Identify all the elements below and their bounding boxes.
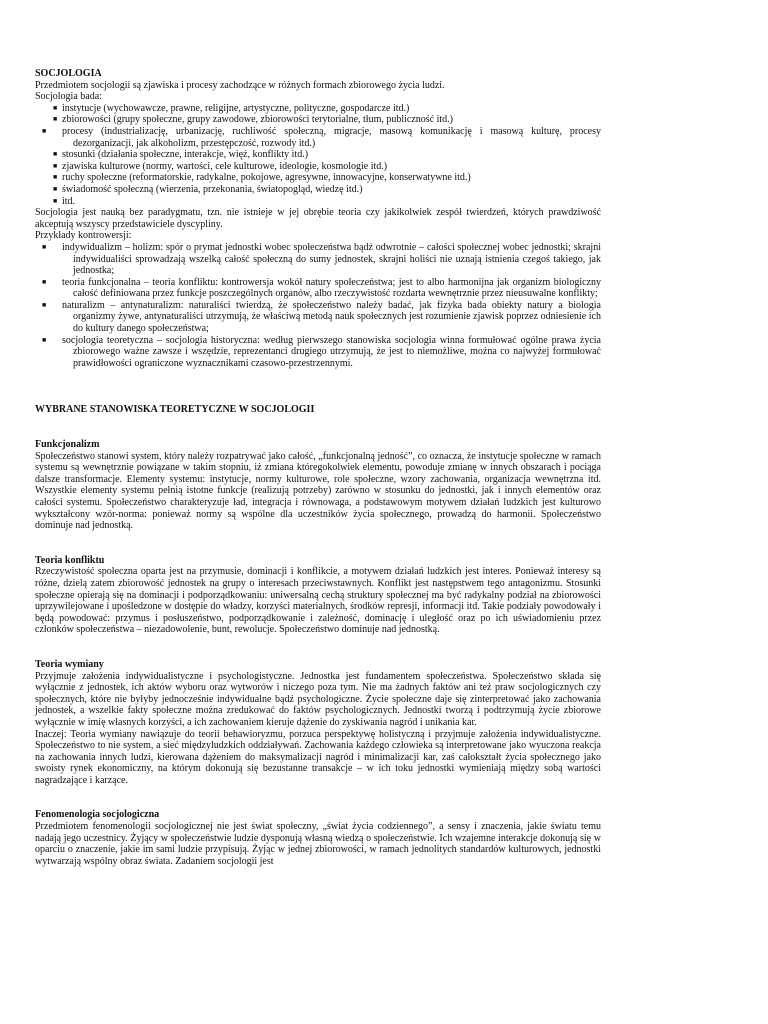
- section-heading-fenomenologia: Fenomenologia socjologiczna: [35, 809, 160, 821]
- bullet-icon: ■: [53, 161, 58, 170]
- section-paragraph: Przyjmuje założenia indywidualistyczne i psychologistyczne. Jednostka jest fundamentem społeczeństwa. Społeczeństwo składa się wyłącznie z jednostek, ich aktów wyboru oraz wytworów i niczego poza tym. Nie ma żadnych faktów ani też praw socjologicznych czy społecznych, które nie byłyby jednocześnie indywidualne bądź psychologiczne. Życie społeczne daje się zinterpretować jako zachowania jednostek, a wszelkie fakty społeczne można zredukować do faktów psychologicznych. Jednostki tworzą i podtrzymują życie zbiorowe wyłącznie w imię własnych korzyści, a ich zachowaniem kieruje dążenie do zyskiwania nagród i unikania kar.: [35, 670, 601, 728]
- list-item: ■ socjologia teoretyczna – socjologia historyczna: według pierwszego stanowiska socjologia winna formułować ogólne prawa życia zbiorowego ważne zawsze i wszędzie, reprezentanci drugiego utrzymują, że jest to niemożliwe, można co najwyżej formułować prawidłowości ograniczone wyznacznikami czasowo-przestrzennymi.: [42, 334, 601, 369]
- research-areas-list: [35, 103, 601, 207]
- section-paragraph: Inaczej: Teoria wymiany nawiązuje do teorii behawioryzmu, porzuca perspektywę holistyczną i przyjmuje założenia indywidualistyczne. Społeczeństwo to nie system, a sieć międzyludzkich oddziaływań. Zachowania każdego człowieka są interpretowane jako wyuczona reakcja na zachowania innych ludzi, kierowana dążeniem do maksymalizacji nagród i minimalizacji kar, zaś całokształt życia społecznego jako swoisty rynek ekonomiczny, na którym dokonują się bezustanne transakcje – w ich toku jednostki wymieniają między sobą wartości nagradzające i karzące.: [35, 728, 601, 786]
- list-item: ■ naturalizm – antynaturalizm: naturaliści twierdzą, że społeczeństwo należy badać, jak fizyka bada obiekty natury a biologia organizmy żywe, antynaturaliści utrzymują, że właściwą metodą nauk społecznych jest rozumienie zjawisk poprzez odniesienie ich do kultury danego społeczeństwa;: [42, 299, 601, 335]
- section-heading-teoria-wymiany: Teoria wymiany: [35, 658, 104, 670]
- bullet-icon: ■: [53, 103, 58, 112]
- bullet-icon: ■: [53, 173, 58, 182]
- section-heading-teoria-konfliktu: Teoria konfliktu: [35, 554, 105, 566]
- paradigm-paragraph: Socjologia jest nauką bez paradygmatu, tzn. nie istnieje w jej obrębie teoria czy jakikolwiek zespół twierdzeń, których prawdziwość akceptują wszyscy przedstawiciele dyscypliny.: [35, 207, 601, 230]
- examples-label: Przykłady kontrowersji:: [35, 230, 132, 242]
- list-item: ■ ruchy społeczne (reformatorskie, radykalne, pokojowe, agresywne, innowacyjne, konserwatywne itd.): [53, 172, 471, 184]
- list-item: ■ instytucje (wychowawcze, prawne, religijne, artystyczne, polityczne, gospodarcze itd.): [53, 102, 410, 114]
- list-item: ■ indywidualizm – holizm: spór o prymat jednostki wobec społeczeństwa bądź odwrotnie – całości społecznej wobec jednostki; skrajni indywidualiści sprowadzają wszelką całość społeczną do sumy jednostek, skrajni holiści nie uznają istnienia czegoś takiego, jak jednostka;: [42, 241, 601, 277]
- document-page: [35, 68, 601, 867]
- list-item: ■ teoria funkcjonalna – teoria konfliktu: kontrowersja wokół natury społeczeństwa; jest to albo harmonijna jak organizm biologiczny całość definiowana przez funkcje poszczególnych organów, albo rzeczywistość rozdarta wewnętrznie przez nieusuwalne konflikty;: [42, 276, 601, 300]
- list-item: ■ zjawiska kulturowe (normy, wartości, cele kulturowe, ideologie, kosmologie itd.): [53, 160, 388, 172]
- list-item: ■ stosunki (działania społeczne, interakcje, więź, konflikty itd.): [53, 149, 309, 161]
- section-paragraph: Rzeczywistość społeczna oparta jest na przymusie, dominacji i konflikcie, a motywem działań ludzkich jest interes. Ponieważ interesy są różne, dzielą zatem zbiorowość jednostek na grupy o interesach przeciwstawnych. Konflikt jest następstwem tego antagonizmu. Stosunki społeczne opierają się na dominacji i podporządkowaniu: uniwersalną cechą struktury społecznej ma być radykalny podział na zbiorowości uprzywilejowane i upośledzone w dostępie do władzy, korzyści materialnych, środków represji, informacji itd. Takie podziały powodowały i będą powodować: przymus i posłuszeństwo, podporządkowanie i zależność, dominację i uległość oraz po ich uświadomieniu przez członków społeczeństwa – niezadowolenie, bunt, rewolucje. Społeczeństwo dominuje nad jednostką.: [35, 566, 601, 636]
- intro-line: Socjologia bada:: [35, 91, 102, 103]
- section-paragraph: Przedmiotem fenomenologii socjologicznej nie jest świat społeczny, „świat życia codziennego”, a sensy i znaczenia, jakie światu temu nadają jego uczestnicy. Żyjący w społeczeństwie ludzie dysponują własną wiedzą o społeczeństwie. Ich wzajemne interakcje dokonują się w oparciu o znaczenie, jakie im sami ludzie przypisują. Żyjąc w jednej zbiorowości, w ramach jednolitych standardów kulturowych, jednostki wytwarzają wspólny obraz świata. Zadaniem socjologii jest: [35, 821, 601, 867]
- bullet-icon: ■: [53, 150, 58, 159]
- bullet-icon: ■: [53, 115, 58, 124]
- list-item: ■ procesy (industrializację, urbanizację, ruchliwość społeczną, migracje, masową komunikację i masową kulturę, procesy dezorganizacji, jak alkoholizm, przestępczość, rozwody itd.): [42, 125, 601, 149]
- list-item: ■ świadomość społeczną (wierzenia, przekonania, światopogląd, wiedzę itd.): [53, 183, 363, 195]
- bullet-icon: ■: [53, 196, 58, 205]
- section-heading-funkcjonalizm: Funkcjonalizm: [35, 439, 100, 451]
- list-item: ■ itd.: [53, 195, 76, 207]
- document-title: SOCJOLOGIA: [35, 68, 102, 79]
- list-item: ■ zbiorowości (grupy społeczne, grupy zawodowe, zbiorowości terytorialne, tłum, publiczność itd.): [53, 114, 454, 126]
- controversies-list: [35, 242, 601, 370]
- intro-line: Przedmiotem socjologii są zjawiska i procesy zachodzące w różnych formach zbiorowego życia ludzi.: [35, 79, 445, 91]
- section-paragraph: Społeczeństwo stanowi system, który należy rozpatrywać jako całość, „funkcjonalną jedność”, co oznacza, że instytucje społeczne w ramach systemu są wewnętrznie powiązane w takim stopniu, iż zmiana któregokolwiek elementu, powoduje zmianę w innych obszarach i pociąga dalsze transformacje. Elementy systemu: instytucje, normy kulturowe, role społeczne, wzory zachowania, organizacja wewnętrzna itd. Wszystkie elementy systemu pełnią istotne funkcje (realizują potrzeby) zarówno w stosunku do jednostki, jak i innych elementów oraz całości systemu. Społeczeństwo charakteryzuje ład, integracja i równowaga, a podstawowym motywem działań ludzkich jest kulturowo wykształcony wzór-norma: ponieważ normy są wspólne dla uczestników życia społecznego, prowadzą do harmonii. Społeczeństwo dominuje nad jednostką.: [35, 450, 601, 532]
- bullet-icon: ■: [53, 184, 58, 193]
- section-title: WYBRANE STANOWISKA TEORETYCZNE W SOCJOLOGII: [35, 404, 315, 416]
